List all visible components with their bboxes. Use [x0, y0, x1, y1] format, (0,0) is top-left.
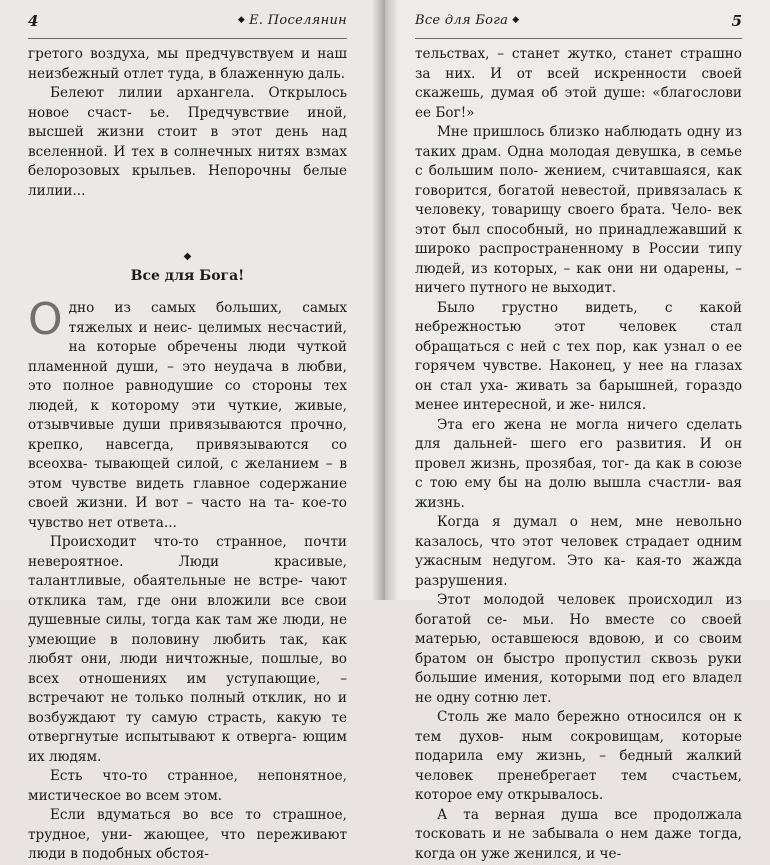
paragraph-strange: Происходит что-то странное, почти невероятное. Люди красивые, талантливые, обаятельные не встре- чают отклика там, где они вложили все свои душевные силы, тогда как там же люди, не умеющие в половину любить так, как любят они, люди ничтожные, пошлые, во всех отношениях им уступающие, – встречают не только полный отклик, но и возбуждают ту самую страсть, какую те отвергнутые испытывают к отверга- ющим их людям. [28, 534, 348, 765]
left-page [0, 0, 383, 862]
right-page-body [415, 45, 742, 864]
section-gap [28, 201, 347, 235]
running-head-author: Е. Поселянин [249, 13, 347, 28]
paragraph-if-you: Если вдуматься во все то страшное, трудное, уни- жающее, что переживают люди в подобных обстоя- [28, 807, 348, 862]
running-head-left [234, 13, 347, 28]
section-heading [28, 251, 347, 285]
diamond-ornament-icon: ◆ [512, 15, 520, 25]
paragraph-treasures: Столь же мало бережно относился он к тем духов- ным сокровищам, которые подарила ему жизнь, – бедный жалкий человек пренебрегает тем счастьем, которое ему открывалось. [415, 709, 742, 803]
left-page-header [28, 4, 347, 39]
paragraph-continued: гретого воздуха, мы предчувствуем и наш неизбежный отлет туда, в блаженную даль. [28, 46, 347, 82]
page-number-left: 4 [28, 12, 39, 30]
paragraph-thought: Когда я думал о нем, мне невольно казалось, что этот человек страдает одним ужасным недугом. Это ка- кая-то жажда разрушения. [415, 514, 742, 589]
section-title: Все для Бога! [130, 268, 245, 284]
book-gutter [372, 0, 398, 600]
paragraph-continued: тельствах, – станет жутко, станет страшно за них. И от всей искренности своей скажешь, думая об этой душе: «благослови ее Бог!» [415, 46, 742, 121]
page-number-right: 5 [731, 12, 742, 30]
paragraph-faithful: А та верная душа все продолжала тосковать и не забывала о нем даже тогда, когда он уже женился, и че- [415, 806, 743, 862]
diamond-ornament-icon: ◆ [237, 15, 246, 25]
left-page-body [28, 45, 347, 865]
paragraph-sad: Было грустно видеть, с какой небрежностью этот человек стал обращаться с ней с тех пор, как узнал о ее горячем чувстве. Наконец, у нее на глазах он стал уха- живать за барышней, гораздо менее интересной, и же- нился. [415, 299, 742, 413]
diamond-ornament-icon: ◆ [183, 251, 192, 262]
running-head-right [415, 13, 523, 28]
paragraph-lilies: Белеют лилии архангела. Открылось новое счаст- ье. Предчувствие иной, высшей жизни стоит в этот день над вселенной. И тех в солнечных нитях взмах белорозовых крыльев. Непорочны белые лилии... [28, 85, 347, 199]
drop-cap: О [28, 294, 63, 345]
running-head-title: Все для Бога [415, 13, 509, 28]
paragraph-observe: Мне пришлось близко наблюдать одну из таких драм. Одна молодая девушка, в семье с большим поло- жением, считавшаяся, как говорится, богатой невестой, привязалась к человеку, товарищу своего брата. Чело- век этот был способный, но принадлежавший к широко распространенному в России типу людей, из которых, – как они ни одарены, – ничего путного не выходит. [415, 124, 743, 296]
right-page-header [415, 4, 742, 39]
paragraph-mystic: Есть что-то странное, непонятное, мистическое во всем этом. [28, 768, 347, 804]
paragraph-first: О дно из самых больших, самых тяжелых и неис- целимых несчастий, на которые обречены люди чуткой пламенной души, – это неудача в любви, это полное равнодушие со стороны тех людей, к которому эти чуткие, живые, отзывчивые души привязываются прочно, крепко, навсегда, привязываются со всеохва- тывающей силой, с желанием – в этом чувстве видеть главное содержание своей жизни. И вот – часто на та- кое-то чувство нет ответа... [28, 294, 348, 531]
right-page [385, 0, 770, 862]
paragraph-wife: Эта его жена не могла ничего сделать для дальней- шего его развития. И он провел жизнь, прозябая, тог- да как в союзе с тою ему бы на долю вышла счастли- вая жизнь. [415, 416, 743, 511]
paragraph-family: Этот молодой человек происходил из богатой се- мьи. Но вместе со своей матерью, оставшеюся вдовою, и со своим братом он быстро пропустил сквозь руки большие имения, которыми под его владел не одну сотню лет. [415, 592, 742, 706]
